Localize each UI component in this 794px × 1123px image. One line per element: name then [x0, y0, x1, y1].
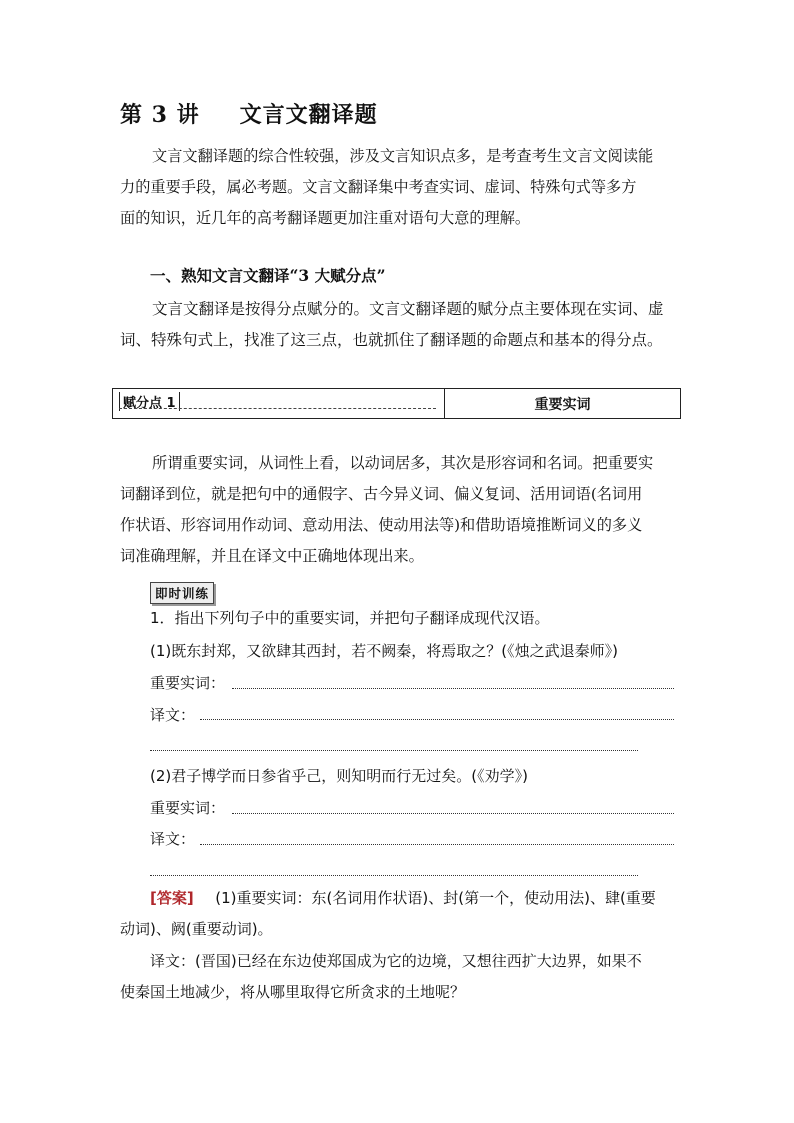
section-line-1: 文言文翻译是按得分点赋分的。文言文翻译题的赋分点主要体现在实词、虚 [152, 300, 664, 318]
lecture-topic: 文言文翻译题 [239, 102, 378, 128]
answer-line-3: 译文：(晋国)已经在东边使郑国成为它的边境，又想往西扩大边界，如果不 [150, 952, 642, 970]
translation-label-2: 译文： [150, 830, 196, 848]
answer-text-1: (1)重要实词：东(名词用作状语)、封(第一个，使动用法)、肆(重要 [215, 889, 656, 907]
scoring-point-table [112, 388, 681, 419]
translation-line-2b[interactable] [150, 875, 638, 876]
translation-line-1a[interactable] [200, 719, 674, 720]
answer-words-label-2: 重要实词： [150, 799, 226, 817]
drill-label: 即时训练 [150, 582, 214, 604]
sentence-1: (1)既东封郑，又欲肆其西封，若不阙秦，将焉取之？(《烛之武退秦师》) [150, 642, 618, 660]
explain-paragraph [120, 448, 680, 572]
intro-paragraph [120, 141, 680, 234]
explain-line-1: 所谓重要实词，从词性上看，以动词居多，其次是形容词和名词。把重要实 [152, 454, 654, 472]
section-line-2: 词、特殊句式上，找准了这三点，也就抓住了翻译题的命题点和基本的得分点。 [120, 331, 663, 349]
explain-line-2: 词翻译到位，就是把句中的通假字、古今异义词、偏义复词、活用词语(名词用 [120, 485, 643, 503]
answer-words-line-2[interactable] [232, 813, 674, 814]
answer-line-4: 使秦国土地减少，将从哪里取得它所贪求的土地呢？ [120, 983, 466, 1001]
lecture-number: 第 3 讲 [120, 102, 200, 128]
page-title [120, 98, 378, 129]
translation-label-1: 译文： [150, 706, 196, 724]
section-paragraph [120, 294, 680, 356]
explain-line-4: 词准确理解，并且在译文中正确地体现出来。 [120, 547, 424, 565]
intro-line-2: 力的重要手段，属必考题。文言文翻译集中考查实词、虚词、特殊句式等多方 [120, 178, 637, 196]
answer-words-line-1[interactable] [232, 688, 674, 689]
intro-line-1: 文言文翻译题的综合性较强，涉及文言知识点多，是考查考生文言文阅读能 [152, 147, 654, 165]
answer-words-label-1: 重要实词： [150, 674, 226, 692]
sentence-2: (2)君子博学而日参省乎己，则知明而行无过矣。(《劝学》) [150, 767, 528, 785]
question-1: 1．指出下列句子中的重要实词，并把句子翻译成现代汉语。 [150, 609, 550, 627]
tag-dashed-line [119, 408, 436, 409]
section-heading: 一、熟知文言文翻译“3 大赋分点” [150, 266, 386, 285]
answer-tag: [答案] [150, 889, 194, 907]
scoring-point-tag: 赋分点 1 [119, 392, 180, 411]
scoring-point-tag-cell [113, 389, 445, 418]
scoring-point-heading: 重要实词 [534, 396, 591, 413]
translation-line-1b[interactable] [150, 750, 638, 751]
translation-line-2a[interactable] [200, 844, 674, 845]
answer-line-2: 动词)、阙(重要动词)。 [120, 920, 273, 938]
intro-line-3: 面的知识，近几年的高考翻译题更加注重对语句大意的理解。 [120, 209, 531, 227]
answer-line-1 [150, 883, 656, 914]
explain-line-3: 作状语、形容词用作动词、意动用法、使动用法等)和借助语境推断词义的多义 [120, 516, 643, 534]
